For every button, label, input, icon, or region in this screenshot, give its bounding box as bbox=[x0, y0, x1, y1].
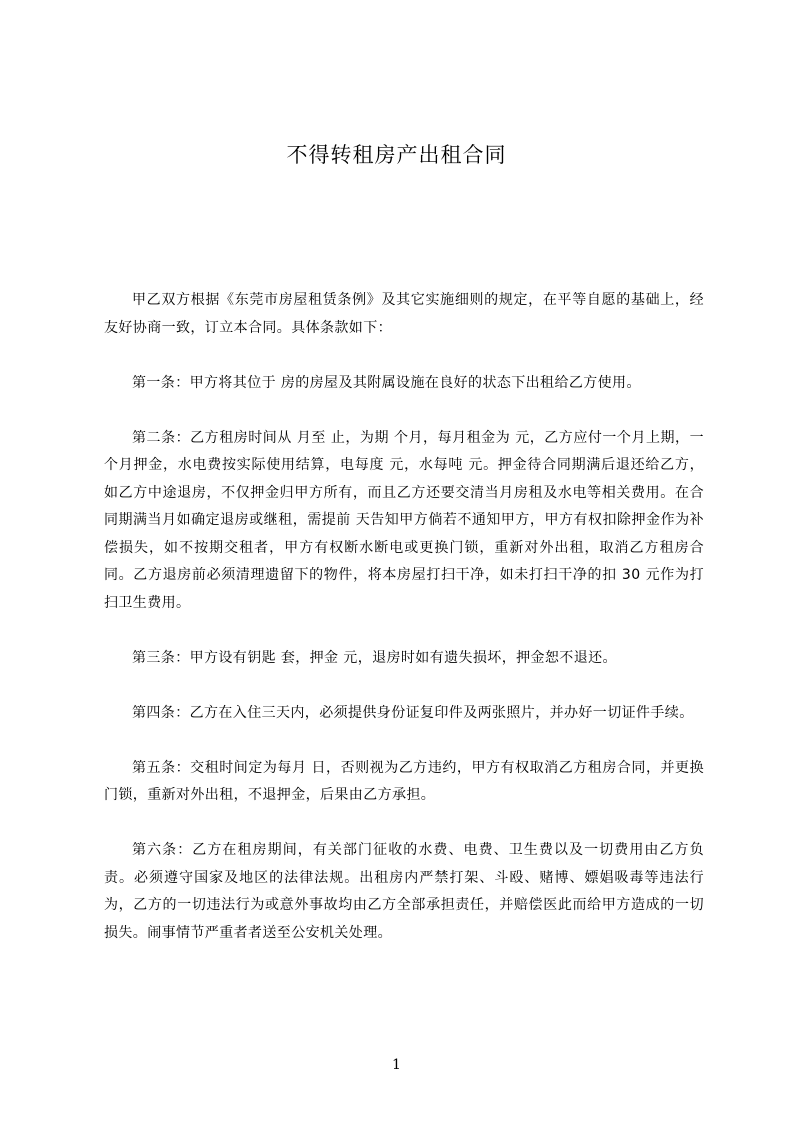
document-title: 不得转租房产出租合同 bbox=[286, 143, 507, 167]
paragraph-article-4: 第四条：乙方在入住三天内，必须提供身份证复印件及两张照片，并办好一切证件手续。 bbox=[132, 704, 694, 721]
document-body bbox=[104, 287, 704, 975]
page-number: 1 bbox=[392, 1057, 401, 1073]
paragraph-article-1: 第一条：甲方将其位于 房的房屋及其附属设施在良好的状态下出租给乙方使用。 bbox=[132, 374, 641, 391]
paragraph-article-5: 第五条：交租时间定为每月 日，否则视为乙方违约，甲方有权取消乙方租房合同，并更换门锁，重新对外出租，不退押金，后果由乙方承担。 bbox=[104, 759, 704, 803]
paragraph-article-6: 第六条：乙方在租房期间，有关部门征收的水费、电费、卫生费以及一切费用由乙方负责。必须遵守国家及地区的法律法规。出租房内严禁打架、斗殴、赌博、嫖娼吸毒等违法行为，乙方的一切违法行为或意外事故均由乙方全部承担责任，并赔偿医此而给甲方造成的一切损失。闹事情节严重者者送至公安机关处理。 bbox=[104, 842, 704, 941]
paragraph-article-2: 第二条：乙方租房时间从 月至 止，为期 个月，每月租金为 元，乙方应付一个月上期，一个月押金，水电费按实际使用结算，电每度 元，水每吨 元。押金待合同期满后退还给乙方，如乙方中途退房，不仅押金归甲方所有，而且乙方还要交清当月房租及水电等相关费用。在合同期满当月如确定退房或继租，需提前 天告知甲方倘若不通知甲方，甲方有权扣除押金作为补偿损失，如不按期交租者，甲方有权断水断电或更换门锁，重新对外出租，取消乙方租房合同。乙方退房前必须清理遗留下的物件，将本房屋打扫干净，如未打扫干净的扣 30 元作为打扫卫生费用。 bbox=[104, 429, 704, 611]
paragraph-article-3: 第三条：甲方设有钥匙 套，押金 元，退房时如有遗失损坏，押金恕不退还。 bbox=[132, 649, 617, 666]
paragraph-intro: 甲乙双方根据《东莞市房屋租赁条例》及其它实施细则的规定，在平等自愿的基础上，经友好协商一致，订立本合同。具体条款如下： bbox=[104, 292, 704, 336]
